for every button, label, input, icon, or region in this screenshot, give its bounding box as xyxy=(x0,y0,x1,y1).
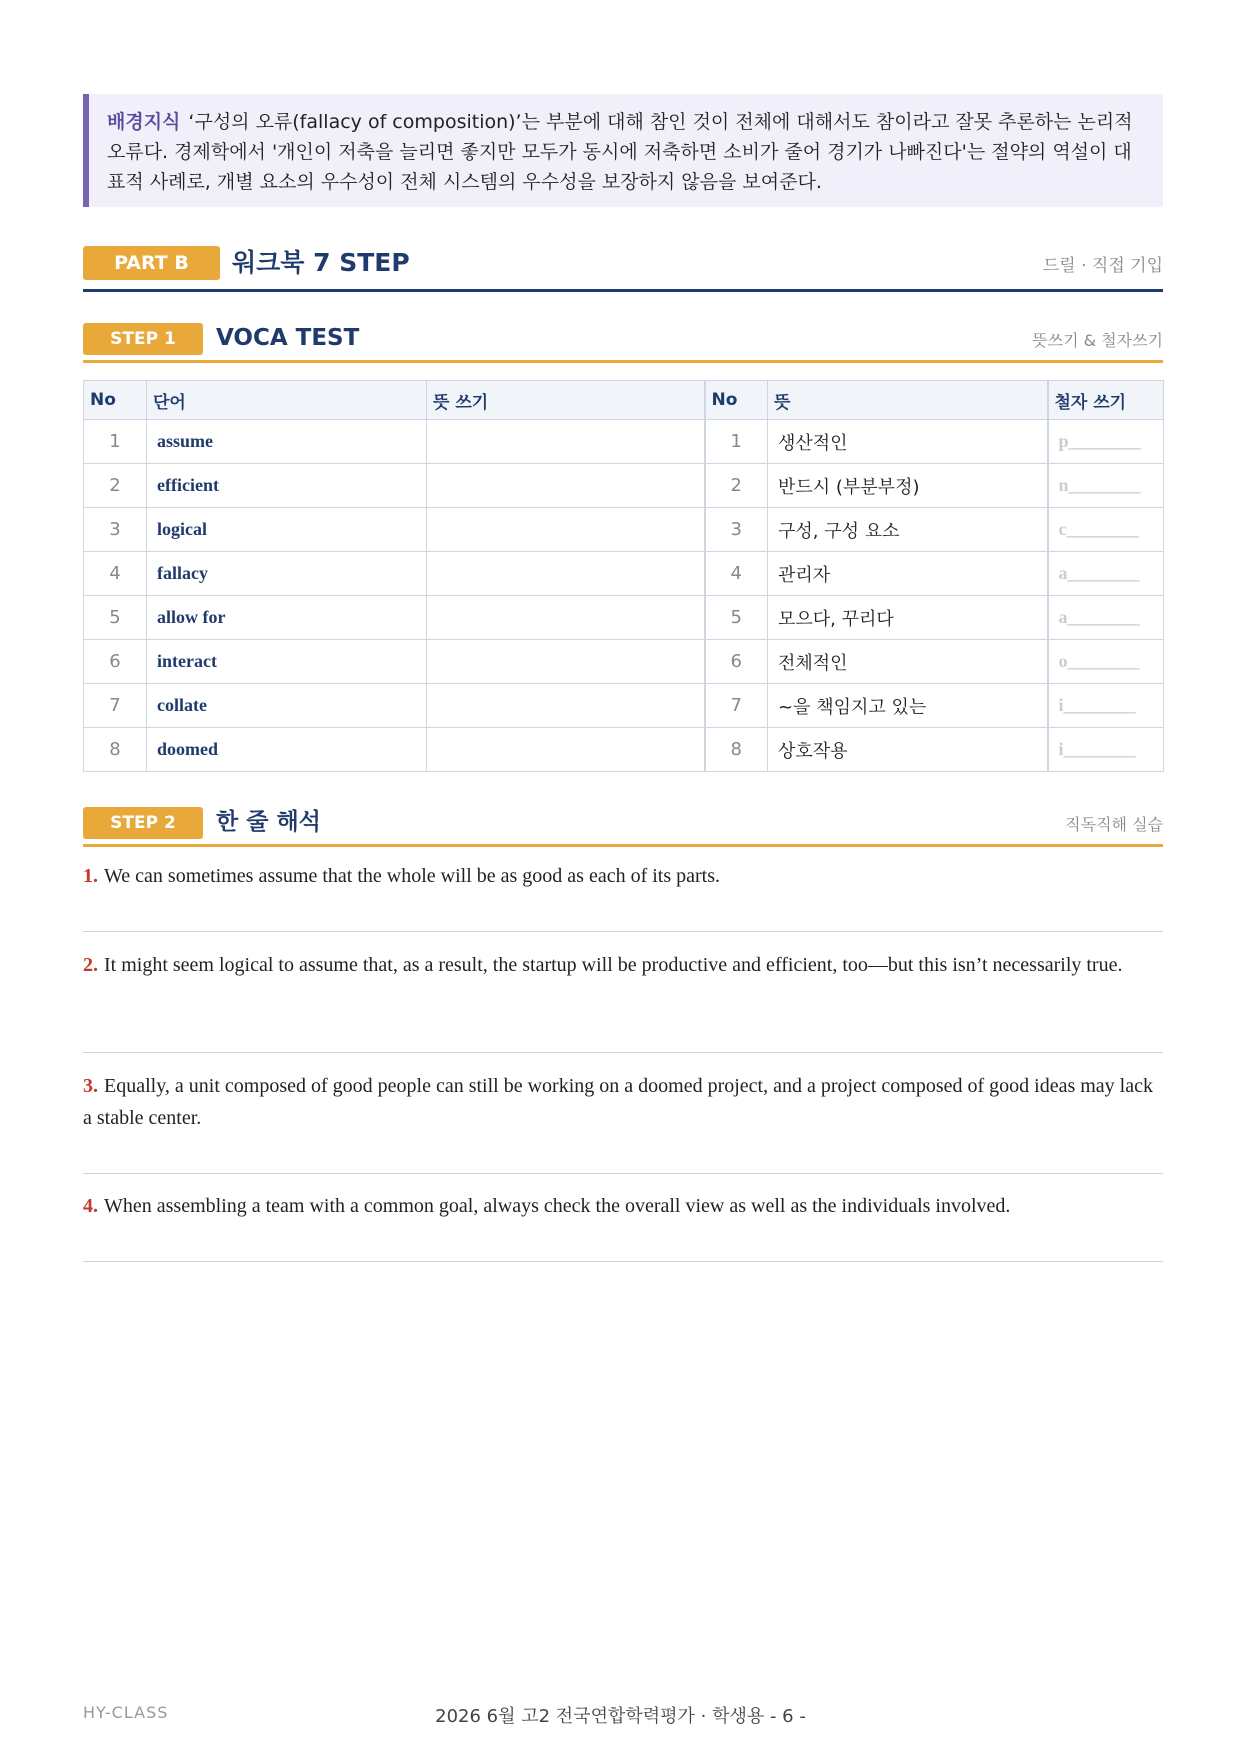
table-row xyxy=(84,552,1164,596)
footer-page-info: 2026 6월 고2 전국연합학력평가 · 학생용 - 6 - xyxy=(435,1706,806,1727)
row-no: 8 xyxy=(84,728,147,772)
header-no-2: No xyxy=(705,381,768,420)
sentence-item[interactable] xyxy=(83,1070,1163,1174)
header-word: 단어 xyxy=(147,381,427,420)
meaning-answer-cell[interactable] xyxy=(427,552,705,596)
sentence-item[interactable] xyxy=(83,860,1163,932)
table-row xyxy=(84,684,1164,728)
voca-table xyxy=(83,380,1164,772)
step1-header xyxy=(83,322,1163,363)
sentence-item[interactable] xyxy=(83,949,1163,1053)
table-row xyxy=(84,464,1164,508)
sentence-text: Equally, a unit composed of good people can still be working on a doomed project, and a project composed of good ideas may lack a stable center. xyxy=(83,1075,1153,1129)
meaning-answer-cell[interactable] xyxy=(427,728,705,772)
spelling-answer-cell[interactable]: a________ xyxy=(1048,552,1164,596)
meaning-answer-cell[interactable] xyxy=(427,420,705,464)
spelling-answer-cell[interactable]: c________ xyxy=(1048,508,1164,552)
row-no-2: 8 xyxy=(705,728,768,772)
row-no-2: 3 xyxy=(705,508,768,552)
footer-brand: HY-CLASS xyxy=(83,1703,169,1722)
row-no-2: 6 xyxy=(705,640,768,684)
table-row xyxy=(84,508,1164,552)
row-meaning: 관리자 xyxy=(768,552,1048,596)
row-word: assume xyxy=(147,420,427,464)
table-row xyxy=(84,728,1164,772)
row-meaning: 모으다, 꾸리다 xyxy=(768,596,1048,640)
step1-badge: STEP 1 xyxy=(83,323,203,355)
spelling-answer-cell[interactable]: o________ xyxy=(1048,640,1164,684)
spelling-answer-cell[interactable]: a________ xyxy=(1048,596,1164,640)
meaning-answer-cell[interactable] xyxy=(427,596,705,640)
voca-header-row xyxy=(84,381,1164,420)
sentence-text: When assembling a team with a common goal, always check the overall view as well as the individuals involved. xyxy=(104,1195,1011,1217)
row-no-2: 2 xyxy=(705,464,768,508)
row-no: 1 xyxy=(84,420,147,464)
part-header xyxy=(83,245,1163,292)
row-word: fallacy xyxy=(147,552,427,596)
sentence-number: 3. xyxy=(83,1075,98,1097)
part-subtitle: 드릴 · 직접 기입 xyxy=(1042,256,1163,276)
meaning-answer-cell[interactable] xyxy=(427,508,705,552)
meaning-answer-cell[interactable] xyxy=(427,640,705,684)
row-word: efficient xyxy=(147,464,427,508)
table-row xyxy=(84,420,1164,464)
spelling-answer-cell[interactable]: n________ xyxy=(1048,464,1164,508)
row-no-2: 7 xyxy=(705,684,768,728)
header-meaning: 뜻 xyxy=(768,381,1048,420)
row-no: 6 xyxy=(84,640,147,684)
row-no: 4 xyxy=(84,552,147,596)
row-no: 5 xyxy=(84,596,147,640)
sentence-number: 1. xyxy=(83,865,98,887)
sentence-item[interactable] xyxy=(83,1190,1163,1262)
row-word: logical xyxy=(147,508,427,552)
row-meaning: 전체적인 xyxy=(768,640,1048,684)
step1-title: VOCA TEST xyxy=(216,325,360,351)
background-knowledge-box xyxy=(83,94,1163,207)
spelling-answer-cell[interactable]: i________ xyxy=(1048,728,1164,772)
row-no-2: 4 xyxy=(705,552,768,596)
row-no-2: 1 xyxy=(705,420,768,464)
row-no: 7 xyxy=(84,684,147,728)
header-no: No xyxy=(84,381,147,420)
row-no-2: 5 xyxy=(705,596,768,640)
background-label: 배경지식 xyxy=(107,111,181,133)
background-text: ‘구성의 오류(fallacy of composition)’는 부분에 대해 참인 것이 전체에 대해서도 참이라고 잘못 추론하는 논리적 오류다. 경제학에서 '개인이 저축을 늘리면 좋지만 모두가 동시에 저축하면 소비가 줄어 경기가 나빠진다'는 절약의 역설이 대표적 사례로, 개별 요소의 우수성이 전체 시스템의 우수성을 보장하지 않음을 보여준다. xyxy=(107,111,1133,193)
step2-badge: STEP 2 xyxy=(83,807,203,839)
row-no: 3 xyxy=(84,508,147,552)
meaning-answer-cell[interactable] xyxy=(427,684,705,728)
part-title: 워크북 7 STEP xyxy=(232,248,410,277)
step1-subtitle: 뜻쓰기 & 철자쓰기 xyxy=(1032,331,1163,350)
step2-title: 한 줄 해석 xyxy=(216,809,321,835)
sentence-text: It might seem logical to assume that, as a result, the startup will be productive and efficient, too—but this isn’t necessarily true. xyxy=(104,954,1123,976)
spelling-answer-cell[interactable]: p________ xyxy=(1048,420,1164,464)
row-meaning: 생산적인 xyxy=(768,420,1048,464)
step2-subtitle: 직독직해 실습 xyxy=(1065,815,1163,834)
part-badge: PART B xyxy=(83,246,220,280)
sentence-text: We can sometimes assume that the whole will be as good as each of its parts. xyxy=(104,865,721,887)
meaning-answer-cell[interactable] xyxy=(427,464,705,508)
sentence-number: 4. xyxy=(83,1195,98,1217)
row-meaning: 구성, 구성 요소 xyxy=(768,508,1048,552)
row-no: 2 xyxy=(84,464,147,508)
table-row xyxy=(84,640,1164,684)
header-spelling-write: 철자 쓰기 xyxy=(1048,381,1164,420)
row-meaning: 상호작용 xyxy=(768,728,1048,772)
step2-header xyxy=(83,806,1163,847)
row-word: collate xyxy=(147,684,427,728)
spelling-answer-cell[interactable]: i________ xyxy=(1048,684,1164,728)
row-word: interact xyxy=(147,640,427,684)
table-row xyxy=(84,596,1164,640)
row-meaning: 반드시 (부분부정) xyxy=(768,464,1048,508)
row-word: allow for xyxy=(147,596,427,640)
header-meaning-write: 뜻 쓰기 xyxy=(427,381,705,420)
row-meaning: ~을 책임지고 있는 xyxy=(768,684,1048,728)
sentence-number: 2. xyxy=(83,954,98,976)
row-word: doomed xyxy=(147,728,427,772)
